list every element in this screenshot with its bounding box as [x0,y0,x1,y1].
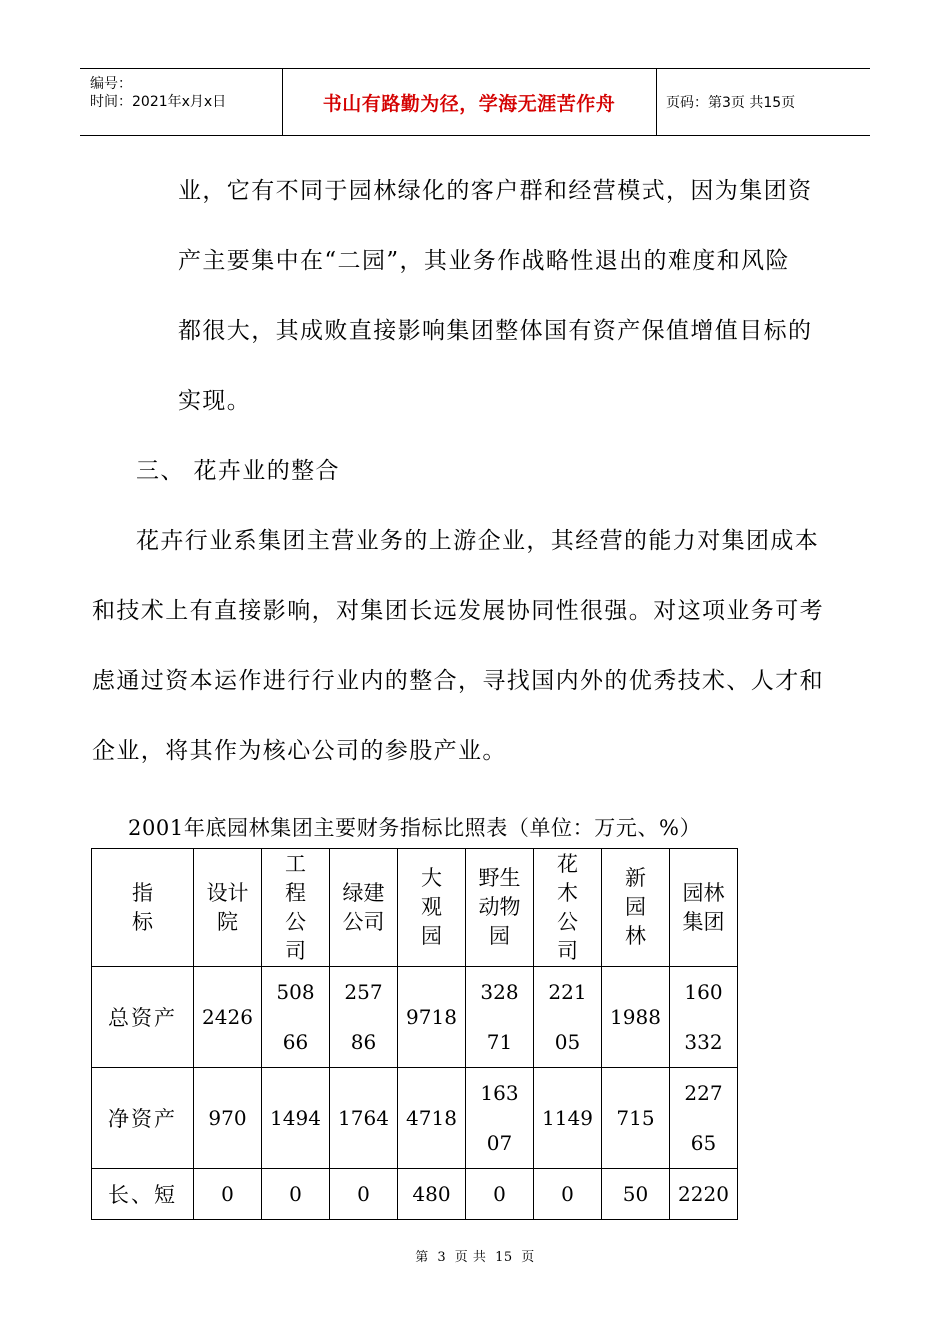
paragraph-line: 和技术上有直接影响，对集团长远发展协同性很强。对这项业务可考 [92,598,824,624]
table-cell: 32871 [466,967,534,1068]
table-cell: 480 [398,1169,466,1220]
paragraph-line: 实现。 [178,388,252,414]
footer-prefix: 第 [415,1250,429,1265]
table-cell: 22765 [670,1068,738,1169]
table-row [92,967,738,1068]
table-header-cell: 新园林 [602,849,670,967]
table-header-cell: 指标 [92,849,194,967]
table-header-cell: 工程公司 [262,849,330,967]
header-info [80,69,283,135]
table-cell: 22105 [534,967,602,1068]
table-header-cell: 园林集团 [670,849,738,967]
table-row [92,1169,738,1220]
footer-page-total: 15 [495,1250,513,1265]
table-cell: 2220 [670,1169,738,1220]
table-cell: 50866 [262,967,330,1068]
table-cell: 970 [194,1068,262,1169]
paragraph-line: 企业，将其作为核心公司的参股产业。 [92,738,507,764]
document-number-label: 编号： [90,76,132,92]
table-cell: 1494 [262,1068,330,1169]
table-header-cell: 绿建公司 [330,849,398,967]
table-caption: 2001年底园林集团主要财务指标比照表（单位：万元、%） [128,816,702,840]
paragraph-line: 产主要集中在“二园”，其业务作战略性退出的难度和风险 [178,248,790,274]
footer-page-number: 3 [437,1250,447,1265]
table-cell: 25786 [330,967,398,1068]
financial-indicators-table [91,848,738,1220]
table-cell: 4718 [398,1068,466,1169]
table-cell: 715 [602,1068,670,1169]
row-label: 净资产 [92,1068,194,1169]
table-cell: 1764 [330,1068,398,1169]
table-header-cell: 大观园 [398,849,466,967]
row-label: 长、短 [92,1169,194,1220]
table-cell: 9718 [398,967,466,1068]
header-page-label: 页码：第3页 共15页 [666,95,796,111]
header-motto: 书山有路勤为径，学海无涯苦作舟 [322,92,616,115]
table-header-cell: 设计院 [194,849,262,967]
page-footer [0,1246,950,1265]
table-cell: 1988 [602,967,670,1068]
paragraph-line: 花卉行业系集团主营业务的上游企业，其经营的能力对集团成本 [136,528,820,554]
table-cell: 160332 [670,967,738,1068]
table-cell: 1149 [534,1068,602,1169]
page-header [80,68,870,136]
table-header-row [92,849,738,967]
table-cell: 50 [602,1169,670,1220]
table-cell: 0 [466,1169,534,1220]
header-page-cell [656,69,870,135]
table-cell: 2426 [194,967,262,1068]
paragraph-line: 虑通过资本运作进行行业内的整合，寻找国内外的优秀技术、人才和 [92,668,824,694]
table-header-cell: 花木公司 [534,849,602,967]
document-date-label: 时间：2021年x月x日 [90,94,227,110]
table-cell: 0 [534,1169,602,1220]
section-heading: 三、 花卉业的整合 [136,458,340,484]
row-label: 总资产 [92,967,194,1068]
table-header-cell: 野生动物园 [466,849,534,967]
footer-mid: 页 共 [454,1250,487,1265]
table-row [92,1068,738,1169]
paragraph-line: 业，它有不同于园林绿化的客户群和经营模式，因为集团资 [178,178,813,204]
footer-suffix: 页 [521,1250,535,1265]
table-cell: 0 [262,1169,330,1220]
table-cell: 16307 [466,1068,534,1169]
header-motto-cell [282,69,657,135]
paragraph-line: 都很大，其成败直接影响集团整体国有资产保值增值目标的 [178,318,813,344]
table-cell: 0 [194,1169,262,1220]
table-cell: 0 [330,1169,398,1220]
